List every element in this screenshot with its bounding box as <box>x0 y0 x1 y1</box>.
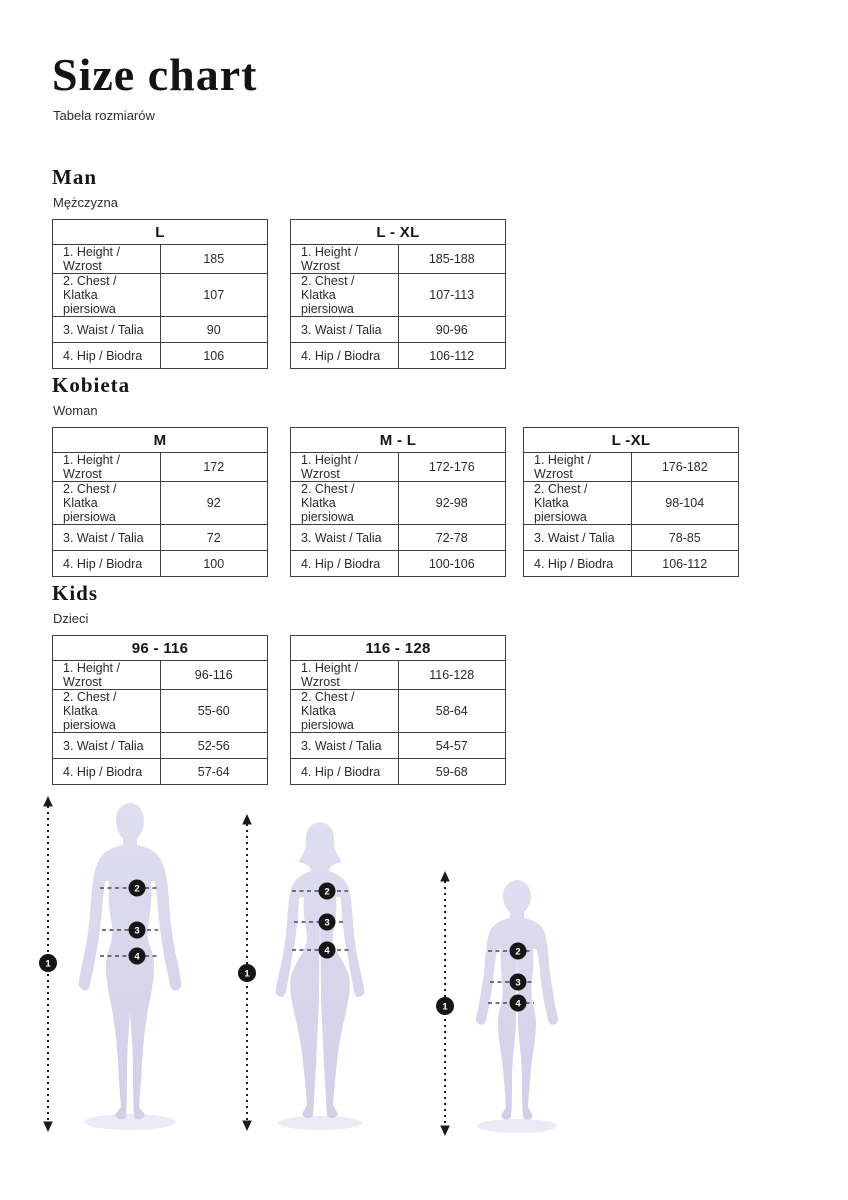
measurement-value: 90-96 <box>398 317 506 343</box>
measurement-label: 1. Height / Wzrost <box>291 453 399 482</box>
table-row <box>291 274 506 317</box>
measurement-label: 2. Chest / Klatka piersiowa <box>53 274 161 317</box>
measurement-value: 58-64 <box>398 690 506 733</box>
measurement-value: 116-128 <box>398 661 506 690</box>
measurement-label: 4. Hip / Biodra <box>524 551 632 577</box>
measurement-value: 92-98 <box>398 482 506 525</box>
table-row <box>53 759 268 785</box>
measurement-value: 176-182 <box>631 453 739 482</box>
section-subheading-man: Mężczyzna <box>53 195 119 210</box>
measurement-value: 52-56 <box>160 733 268 759</box>
measurement-value: 72 <box>160 525 268 551</box>
size-table-header: 116 - 128 <box>291 636 506 661</box>
table-row <box>291 661 506 690</box>
section-heading-man: Man <box>52 165 97 189</box>
measurement-value: 90 <box>160 317 268 343</box>
page-subtitle: Tabela rozmiarów <box>53 108 155 123</box>
measurement-label: 3. Waist / Talia <box>291 525 399 551</box>
measurement-label: 1. Height / Wzrost <box>524 453 632 482</box>
table-row <box>524 551 739 577</box>
table-row <box>291 733 506 759</box>
size-table-woman-l-xl <box>523 427 739 577</box>
table-row <box>53 525 268 551</box>
table-row <box>291 482 506 525</box>
size-table-header: M - L <box>291 428 506 453</box>
measurement-label: 1. Height / Wzrost <box>291 245 399 274</box>
table-row <box>524 482 739 525</box>
man-figure <box>34 793 219 1138</box>
table-row <box>291 690 506 733</box>
measurement-value: 106 <box>160 343 268 369</box>
size-table-kids-116-128 <box>290 635 506 785</box>
measurement-value: 59-68 <box>398 759 506 785</box>
table-row <box>524 453 739 482</box>
size-table-header: L <box>53 220 268 245</box>
measurement-label: 2. Chest / Klatka piersiowa <box>291 274 399 317</box>
measurement-value: 55-60 <box>160 690 268 733</box>
woman-silhouette <box>319 822 364 1118</box>
measurement-label: 1. Height / Wzrost <box>53 453 161 482</box>
marker-label: 1 <box>244 968 250 980</box>
size-table-man-l-xl <box>290 219 506 369</box>
page-title: Size chart <box>52 49 258 100</box>
measurement-label: 3. Waist / Talia <box>524 525 632 551</box>
table-row <box>524 525 739 551</box>
measurement-value: 96-116 <box>160 661 268 690</box>
size-table-header: L -XL <box>524 428 739 453</box>
size-table-kids-96-116 <box>52 635 268 785</box>
woman-figure <box>233 795 408 1138</box>
table-row <box>291 551 506 577</box>
measurement-label: 2. Chest / Klatka piersiowa <box>53 482 161 525</box>
measurement-value: 106-112 <box>398 343 506 369</box>
man-shadow <box>84 1114 176 1130</box>
measurement-label: 3. Waist / Talia <box>291 317 399 343</box>
marker-label: 3 <box>515 977 521 989</box>
marker-label: 2 <box>324 886 330 898</box>
marker-label: 4 <box>324 945 330 957</box>
arrow-down-icon <box>242 1121 252 1132</box>
measurement-label: 3. Waist / Talia <box>291 733 399 759</box>
marker-label: 4 <box>134 951 140 963</box>
measurement-value: 185 <box>160 245 268 274</box>
marker-label: 3 <box>324 917 330 929</box>
kids-figure <box>432 865 587 1142</box>
table-row <box>291 245 506 274</box>
size-table-header: M <box>53 428 268 453</box>
size-table-woman-m <box>52 427 268 577</box>
table-row <box>291 317 506 343</box>
measurement-label: 4. Hip / Biodra <box>53 759 161 785</box>
table-row <box>53 661 268 690</box>
table-row <box>291 453 506 482</box>
measurement-label: 4. Hip / Biodra <box>291 759 399 785</box>
section-subheading-woman: Woman <box>53 403 98 418</box>
measurement-value: 185-188 <box>398 245 506 274</box>
kids-shadow <box>477 1119 557 1133</box>
table-row <box>53 274 268 317</box>
table-row <box>53 453 268 482</box>
arrow-down-icon <box>43 1122 53 1133</box>
measurement-label: 2. Chest / Klatka piersiowa <box>53 690 161 733</box>
measurement-value: 107 <box>160 274 268 317</box>
arrow-up-icon <box>440 871 450 882</box>
size-table-man-l <box>52 219 268 369</box>
woman-shadow <box>278 1116 362 1130</box>
measurement-label: 2. Chest / Klatka piersiowa <box>291 482 399 525</box>
arrow-down-icon <box>440 1126 450 1137</box>
measurement-label: 4. Hip / Biodra <box>53 551 161 577</box>
section-subheading-kids: Dzieci <box>53 611 89 626</box>
measurement-label: 2. Chest / Klatka piersiowa <box>291 690 399 733</box>
marker-label: 1 <box>442 1001 448 1013</box>
man-silhouette-mirror <box>79 803 131 1119</box>
measurement-value: 100-106 <box>398 551 506 577</box>
section-heading-kids: Kids <box>52 581 99 605</box>
measurement-value: 172-176 <box>398 453 506 482</box>
marker-label: 1 <box>45 958 51 970</box>
table-row <box>53 733 268 759</box>
marker-label: 2 <box>515 946 521 958</box>
measurement-label: 1. Height / Wzrost <box>53 661 161 690</box>
table-row <box>53 245 268 274</box>
measurement-label: 3. Waist / Talia <box>53 733 161 759</box>
measurement-value: 72-78 <box>398 525 506 551</box>
size-table-woman-m-l <box>290 427 506 577</box>
measurement-label: 4. Hip / Biodra <box>291 551 399 577</box>
section-heading-woman: Kobieta <box>52 373 131 397</box>
measurement-label: 4. Hip / Biodra <box>53 343 161 369</box>
arrow-up-icon <box>242 814 252 825</box>
measurement-label: 1. Height / Wzrost <box>53 245 161 274</box>
measurement-value: 106-112 <box>631 551 739 577</box>
table-row <box>53 482 268 525</box>
marker-label: 2 <box>134 883 140 895</box>
measurement-label: 4. Hip / Biodra <box>291 343 399 369</box>
measurement-value: 92 <box>160 482 268 525</box>
measurement-value: 57-64 <box>160 759 268 785</box>
measurement-label: 3. Waist / Talia <box>53 317 161 343</box>
measurement-value: 54-57 <box>398 733 506 759</box>
measurement-value: 107-113 <box>398 274 506 317</box>
measurement-value: 98-104 <box>631 482 739 525</box>
table-row <box>291 759 506 785</box>
measurement-label: 1. Height / Wzrost <box>291 661 399 690</box>
size-table-header: 96 - 116 <box>53 636 268 661</box>
table-row <box>53 343 268 369</box>
measurement-value: 172 <box>160 453 268 482</box>
marker-label: 3 <box>134 925 140 937</box>
measurement-label: 2. Chest / Klatka piersiowa <box>524 482 632 525</box>
table-row <box>53 551 268 577</box>
arrow-up-icon <box>43 796 53 807</box>
table-row <box>53 317 268 343</box>
woman-silhouette-mirror <box>276 822 321 1118</box>
measurement-value: 100 <box>160 551 268 577</box>
table-row <box>291 343 506 369</box>
measurement-label: 3. Waist / Talia <box>53 525 161 551</box>
measurement-value: 78-85 <box>631 525 739 551</box>
table-row <box>53 690 268 733</box>
marker-label: 4 <box>515 998 521 1010</box>
table-row <box>291 525 506 551</box>
size-table-header: L - XL <box>291 220 506 245</box>
